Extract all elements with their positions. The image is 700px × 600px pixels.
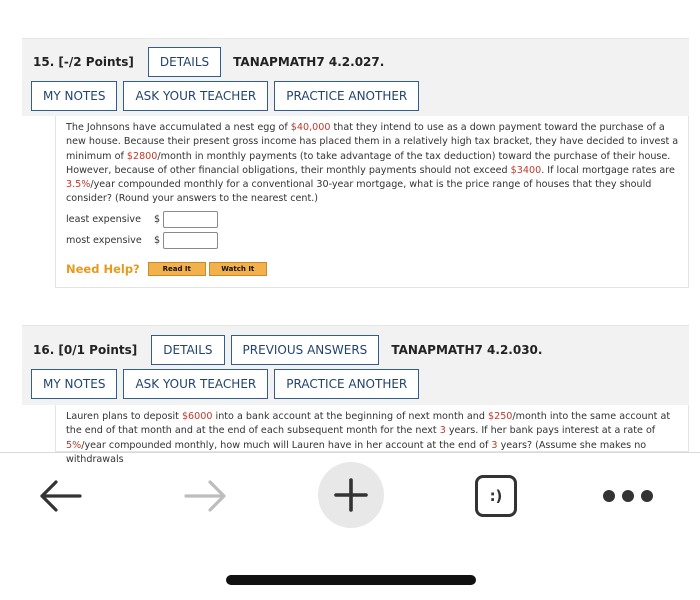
back-arrow-icon bbox=[37, 479, 83, 513]
q16-title-row bbox=[22, 335, 542, 365]
browser-bottom-toolbar bbox=[0, 462, 700, 522]
browser-toolbar-divider bbox=[0, 452, 700, 453]
back-button[interactable] bbox=[36, 476, 84, 516]
q15-code: TANAPMATH7 4.2.027. bbox=[233, 55, 385, 69]
read-it-button[interactable]: Read It bbox=[148, 262, 206, 276]
q16-text-part: years. If her bank pays interest at a rate of bbox=[445, 425, 656, 437]
tabs-button[interactable] bbox=[472, 473, 520, 519]
least-expensive-label: least expensive bbox=[66, 213, 141, 225]
question-15-header bbox=[22, 38, 689, 116]
watch-it-button[interactable]: Watch It bbox=[209, 262, 267, 276]
q15-text-part: . If local mortgage rates are bbox=[541, 164, 675, 176]
more-menu-icon bbox=[601, 489, 655, 503]
q15-max-payment-value: $3400 bbox=[510, 164, 542, 176]
q16-rate-value: 5% bbox=[66, 439, 82, 451]
forward-arrow-icon bbox=[183, 479, 229, 513]
q16-question-text bbox=[66, 410, 680, 467]
least-expensive-input[interactable] bbox=[163, 211, 218, 228]
q16-practice-another-button[interactable]: PRACTICE ANOTHER bbox=[274, 369, 419, 399]
q16-ask-teacher-button[interactable]: ASK YOUR TEACHER bbox=[123, 369, 268, 399]
q16-years-value-2: 3 bbox=[491, 439, 498, 451]
question-15-body bbox=[55, 116, 689, 288]
q15-min-payment-value: $2800 bbox=[126, 150, 158, 162]
q15-actions-row bbox=[31, 81, 425, 111]
more-menu-button[interactable] bbox=[598, 482, 658, 510]
q16-years-value: 3 bbox=[439, 425, 446, 437]
q16-actions-row bbox=[31, 369, 425, 399]
q15-least-row bbox=[66, 211, 680, 229]
question-16-body bbox=[55, 405, 689, 465]
q16-my-notes-button[interactable]: MY NOTES bbox=[31, 369, 117, 399]
q16-deposit-value: $6000 bbox=[181, 411, 213, 422]
q16-monthly-value: $250 bbox=[487, 411, 513, 422]
q15-title-row bbox=[22, 47, 384, 77]
new-tab-button[interactable] bbox=[318, 462, 384, 528]
q16-text-part: Lauren plans to deposit bbox=[66, 411, 182, 422]
most-currency-symbol: $ bbox=[154, 234, 161, 246]
q15-details-button[interactable]: DETAILS bbox=[148, 47, 221, 77]
q16-previous-answers-button[interactable]: PREVIOUS ANSWERS bbox=[231, 335, 380, 365]
q15-most-row bbox=[66, 232, 680, 250]
forward-button[interactable] bbox=[182, 476, 230, 516]
q16-text-part: /month into the same account at the end of that month and at the end of each subsequent month for the next bbox=[66, 411, 671, 437]
need-help-label: Need Help? bbox=[66, 261, 140, 276]
q16-text-part: years? (Assume she makes no withdrawals bbox=[66, 439, 647, 465]
q15-practice-another-button[interactable]: PRACTICE ANOTHER bbox=[274, 81, 419, 111]
q16-text-part: into a bank account at the beginning of next month and bbox=[212, 411, 488, 422]
q15-text-part: /year compounded monthly for a conventional 30-year mortgage, what is the price range of houses that they should consider? (Round your answers to the nearest cent.) bbox=[66, 179, 652, 205]
q15-my-notes-button[interactable]: MY NOTES bbox=[31, 81, 117, 111]
most-expensive-input[interactable] bbox=[163, 232, 218, 249]
question-16-header bbox=[22, 325, 689, 405]
q15-text-part: that they intend to use as a down payment toward the purchase of a new house. Because their present gross income has placed them in a relatively high tax bracket, they have decided to invest a minimum of bbox=[66, 122, 679, 162]
q15-rate-value: 3.5% bbox=[66, 179, 91, 191]
q15-ask-teacher-button[interactable]: ASK YOUR TEACHER bbox=[123, 81, 268, 111]
least-currency-symbol: $ bbox=[154, 213, 161, 225]
q16-text-part: /year compounded monthly, how much will Lauren have in her account at the end of bbox=[81, 439, 492, 451]
q15-number: 15. [-/2 Points] bbox=[33, 55, 134, 69]
tabs-switcher-icon: :) bbox=[475, 475, 517, 517]
home-indicator[interactable] bbox=[226, 575, 476, 585]
q16-details-button[interactable]: DETAILS bbox=[151, 335, 224, 365]
q16-number: 16. [0/1 Points] bbox=[33, 343, 138, 357]
q15-text-part: The Johnsons have accumulated a nest egg of bbox=[66, 122, 291, 133]
q15-nest-egg-value: $40,000 bbox=[290, 122, 331, 133]
q15-text-part: /month in monthly payments (to take advantage of the tax deduction) toward the purchase of their house. However, because of other financial obligations, their monthly payments should not exceed bbox=[66, 150, 671, 176]
new-tab-plus-icon bbox=[334, 478, 368, 512]
most-expensive-label: most expensive bbox=[66, 234, 142, 246]
need-help-row bbox=[66, 262, 680, 276]
q15-question-text bbox=[66, 121, 680, 207]
q16-code: TANAPMATH7 4.2.030. bbox=[391, 343, 543, 357]
